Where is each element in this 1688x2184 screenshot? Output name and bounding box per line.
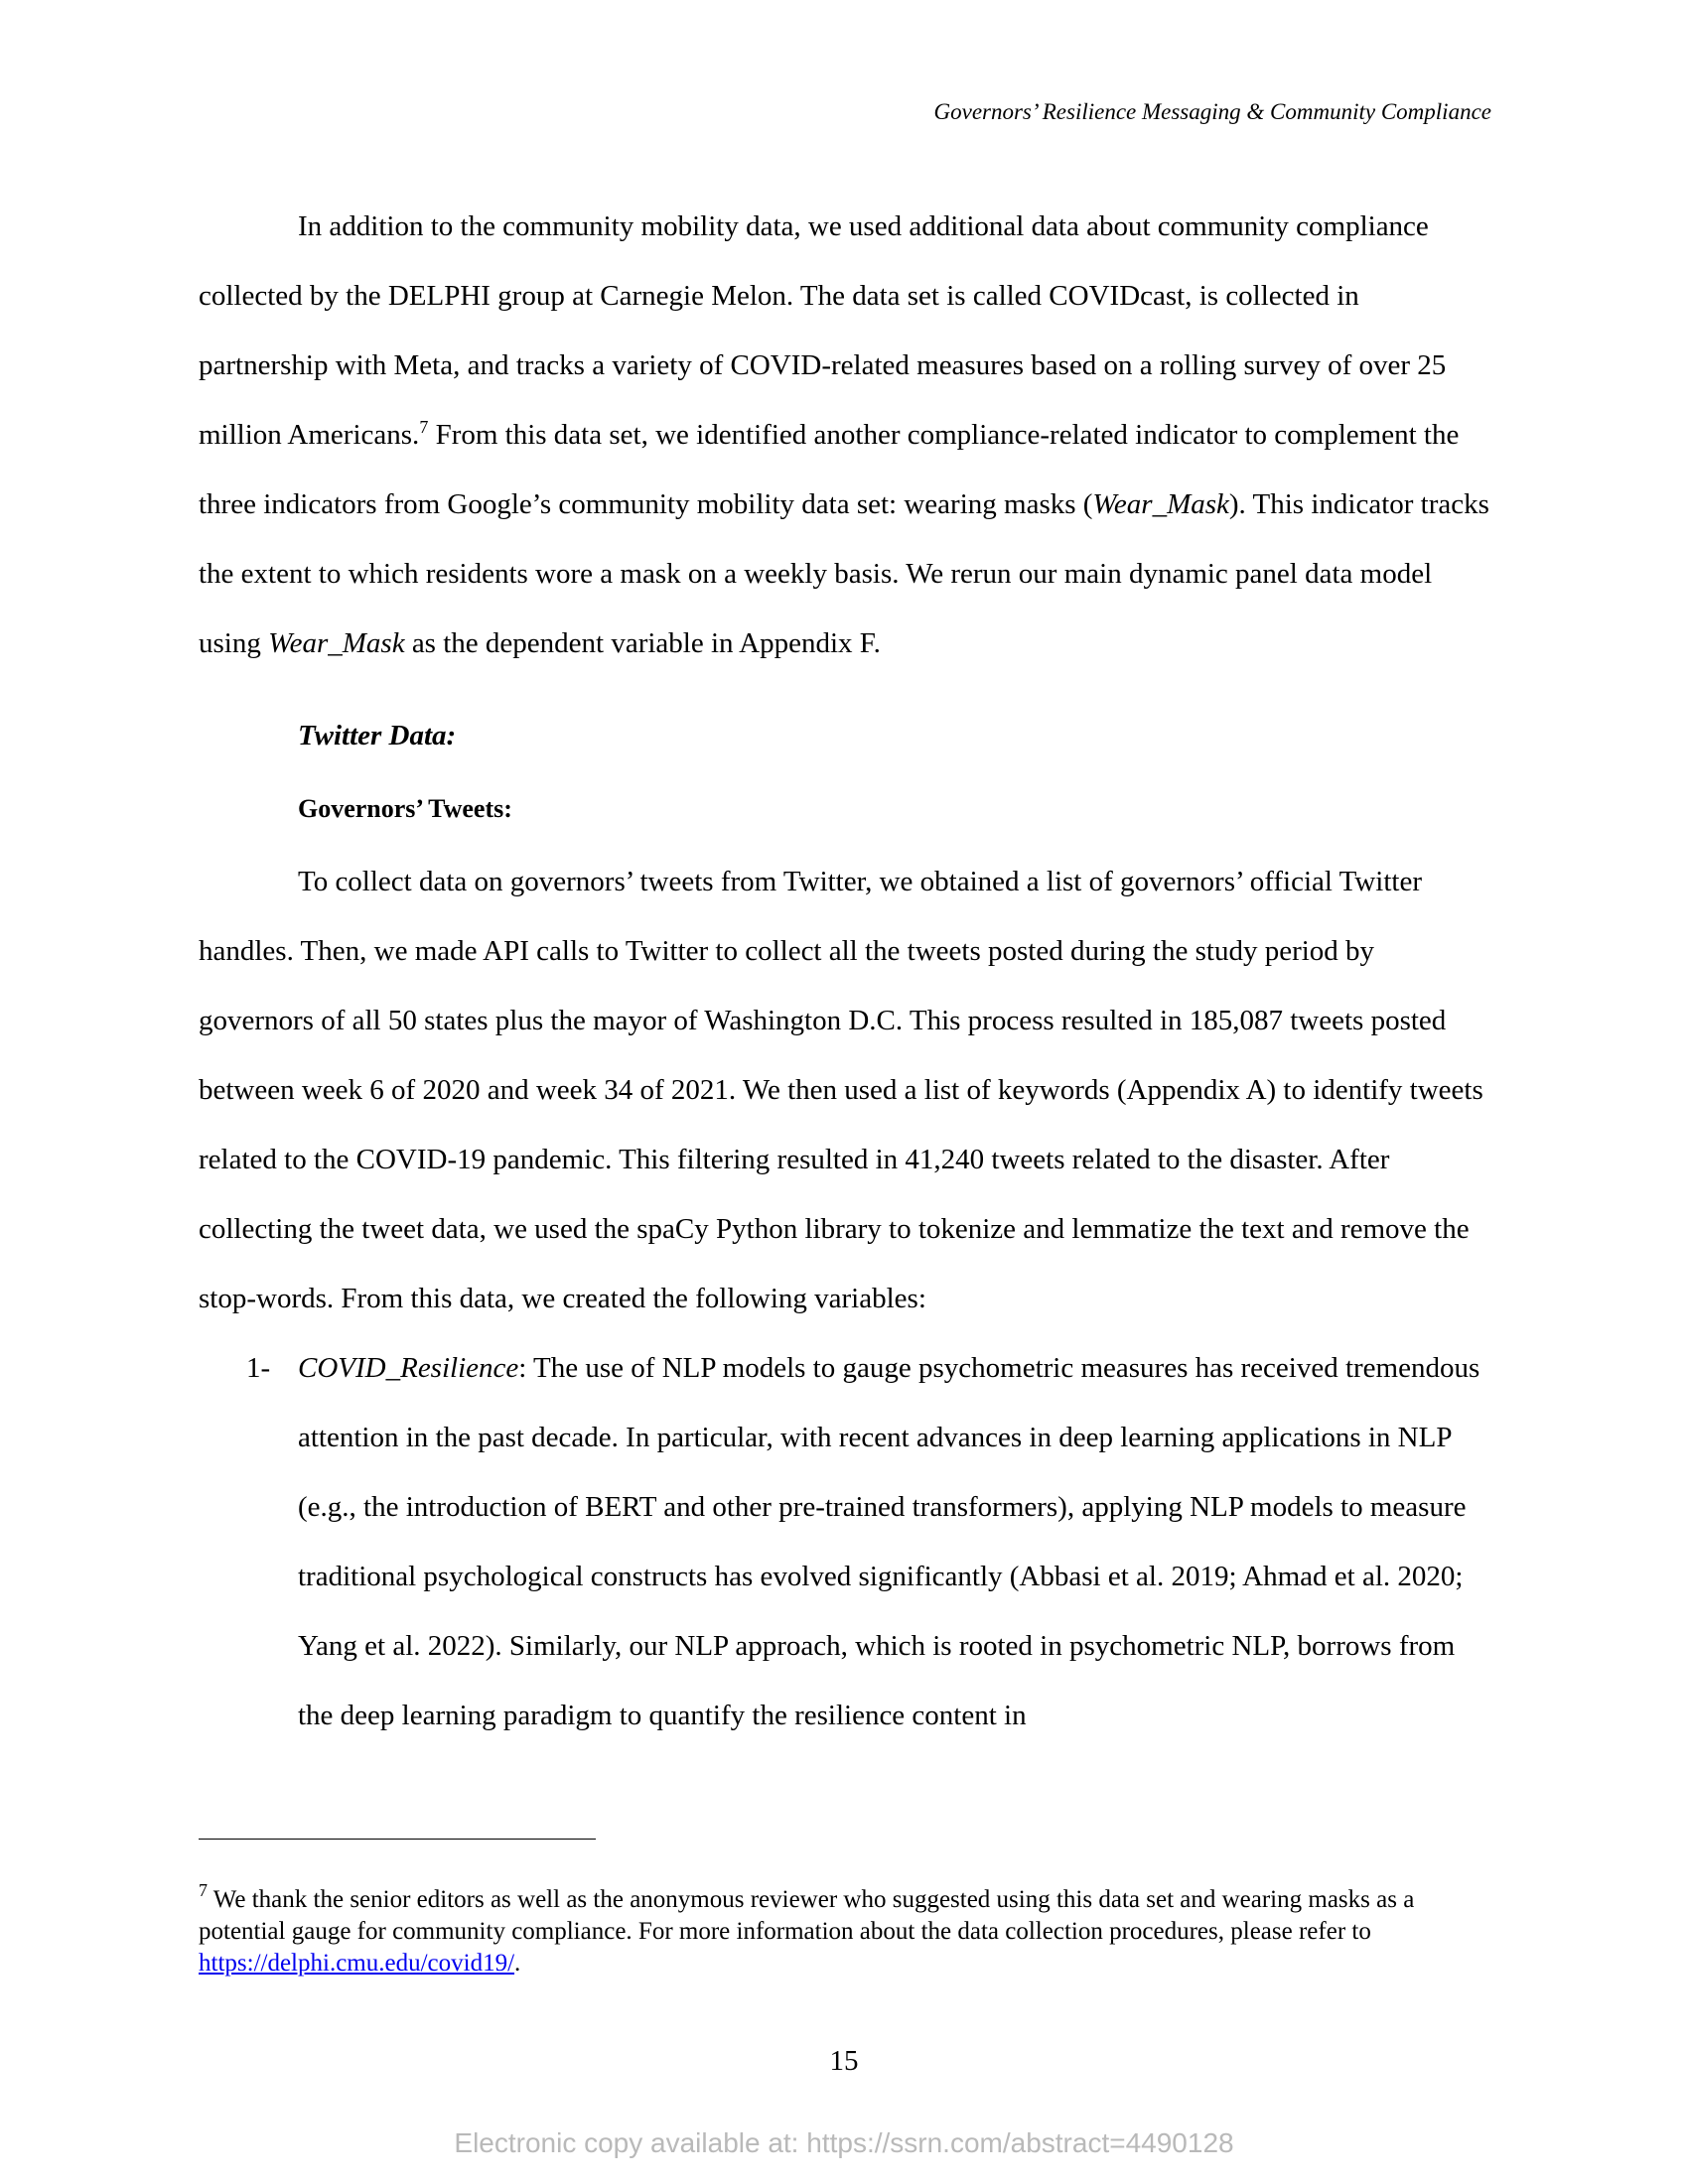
body-text-2 [199, 847, 1489, 1750]
variable-name: COVID_Resilience [298, 1352, 519, 1384]
footnote-text: We thank the senior editors as well as the anonymous reviewer who suggested using this data set and wearing masks as a potential gauge for community compliance. For more information about the data collection procedures, please refer to [199, 1886, 1415, 1945]
paragraph-text: From this data set, we identified another compliance-related indicator to complement the three indicators from Google’s community mobility data set: wearing masks ( [199, 419, 1460, 520]
paragraph-data-collection: To collect data on governors’ tweets from Twitter, we obtained a list of governors’ official Twitter handles. Then, we made API calls to Twitter to collect all the tweets posted during the study period by governors of all 50 states plus the mayor of Washington D.C. This process resulted in 185,087 tweets posted between week 6 of 2020 and week 34 of 2021. We then used a list of keywords (Appendix A) to identify tweets related to the COVID-19 pandemic. This filtering resulted in 41,240 tweets related to the disaster. After collecting the tweet data, we used the spaCy Python library to tokenize and lemmatize the text and remove the stop-words. From this data, we created the following variables: [199, 866, 1483, 1314]
footnote-end: . [514, 1950, 521, 1977]
variable-name: Wear_Mask [1092, 488, 1229, 520]
footnote [199, 1880, 1489, 1979]
page-number: 15 [829, 2045, 859, 2077]
variable-name: Wear_Mask [268, 627, 405, 659]
subsection-heading: Governors’ Tweets: [298, 794, 512, 823]
footnote-separator [199, 1839, 596, 1840]
section-heading: Twitter Data: [298, 720, 457, 751]
footnote-reference[interactable]: 7 [419, 417, 429, 437]
subsection-governors-tweets [199, 774, 1489, 844]
list-marker: 1- [246, 1352, 271, 1384]
footnote-number: 7 [199, 1880, 208, 1900]
list-item [199, 1333, 1489, 1750]
ssrn-watermark: Electronic copy available at: https://ssrn.com/abstract=4490128 [454, 2127, 1234, 2158]
running-header: Governors’ Resilience Messaging & Community Compliance [933, 99, 1491, 124]
body-text [199, 192, 1489, 678]
section-twitter [199, 701, 1489, 770]
paragraph-text: In addition to the community mobility data, we used additional data about community compliance collected by the DELPHI group at Carnegie Melon. The data set is called COVIDcast, is collected in partnership with Meta, and tracks a variety of COVID-related measures based on a rolling survey of over 25 million Americans. [199, 210, 1447, 451]
list-item-text: : The use of NLP models to gauge psychometric measures has received tremendous attention in the past decade. In particular, with recent advances in deep learning applications in NLP (e.g., the introduction of BERT and other pre-trained transformers), applying NLP models to measure traditional psychological constructs has evolved significantly (Abbasi et al. 2019; Ahmad et al. 2020; Yang et al. 2022). Similarly, our NLP approach, which is rooted in psychometric NLP, borrows from the deep learning paradigm to quantify the resilience content in [298, 1352, 1480, 1731]
paragraph-covidcast [199, 192, 1489, 678]
paragraph-text: ). This indicator tracks the extent to which residents wore a mask on a weekly basis. We rerun our main dynamic panel data model using [199, 488, 1489, 659]
footnote-link[interactable]: https://delphi.cmu.edu/covid19/ [199, 1950, 515, 1977]
paragraph-text: as the dependent variable in Appendix F. [404, 627, 881, 659]
